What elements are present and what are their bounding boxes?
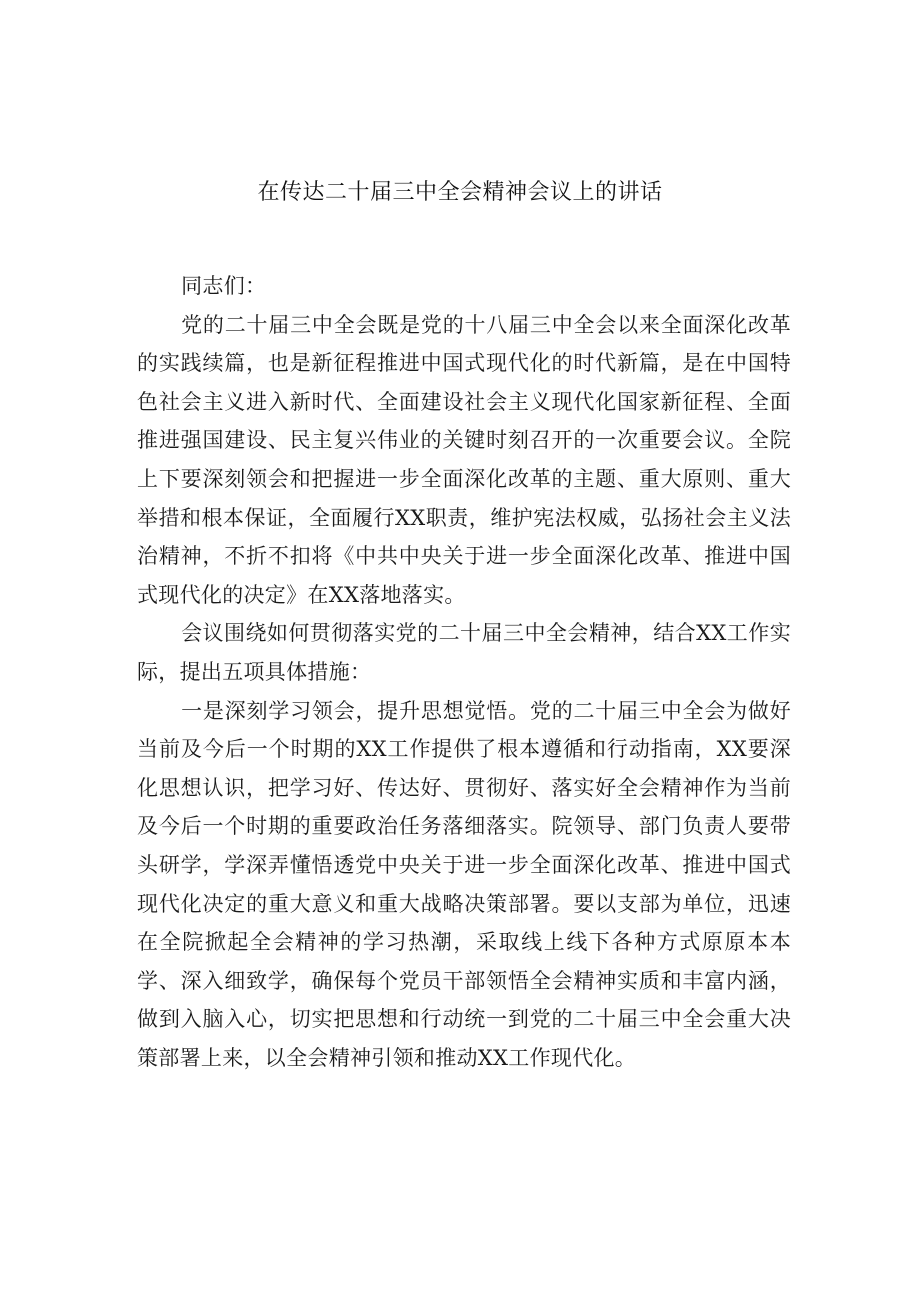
paragraph-3: 一是深刻学习领会，提升思想觉悟。党的二十届三中全会为做好当前及今后一个时期的XX工作提供了根本遵循和行动指南，XX要深化思想认识，把学习好、传达好、贯彻好、落实好全会精神作为当前及今后一个时期的重要政治任务落细落实。院领导、部门负责人要带头研学，学深弄懂悟透党中央关于进一步全面深化改革、推进中国式现代化决定的重大意义和重大战略决策部署。要以支部为单位，迅速在全院掀起全会精神的学习热潮，采取线上线下各种方式原原本本学、深入细致学，确保每个党员干部领悟全会精神实质和丰富内涵，做到入脑入心，切实把思想和行动统一到党的二十届三中全会重大决策部署上来，以全会精神引领和推动XX工作现代化。 (137, 698, 791, 1070)
paragraph-1: 党的二十届三中全会既是党的十八届三中全会以来全面深化改革的实践续篇，也是新征程推进中国式现代化的时代新篇，是在中国特色社会主义进入新时代、全面建设社会主义现代化国家新征程、全面推进强国建设、民主复兴伟业的关键时刻召开的一次重要会议。全院上下要深刻领会和把握进一步全面深化改革的主题、重大原则、重大举措和根本保证，全面履行XX职责，维护宪法权威，弘扬社会主义法治精神，不折不扣将《中共中央关于进一步全面深化改革、推进中国式现代化的决定》在XX落地落实。 (137, 312, 791, 607)
paragraph-2: 会议围绕如何贯彻落实党的二十届三中全会精神，结合XX工作实际，提出五项具体措施： (137, 621, 791, 684)
document-body (137, 267, 791, 1077)
salutation: 同志们： (181, 274, 267, 298)
document-title: 在传达二十届三中全会精神会议上的讲话 (257, 180, 663, 205)
